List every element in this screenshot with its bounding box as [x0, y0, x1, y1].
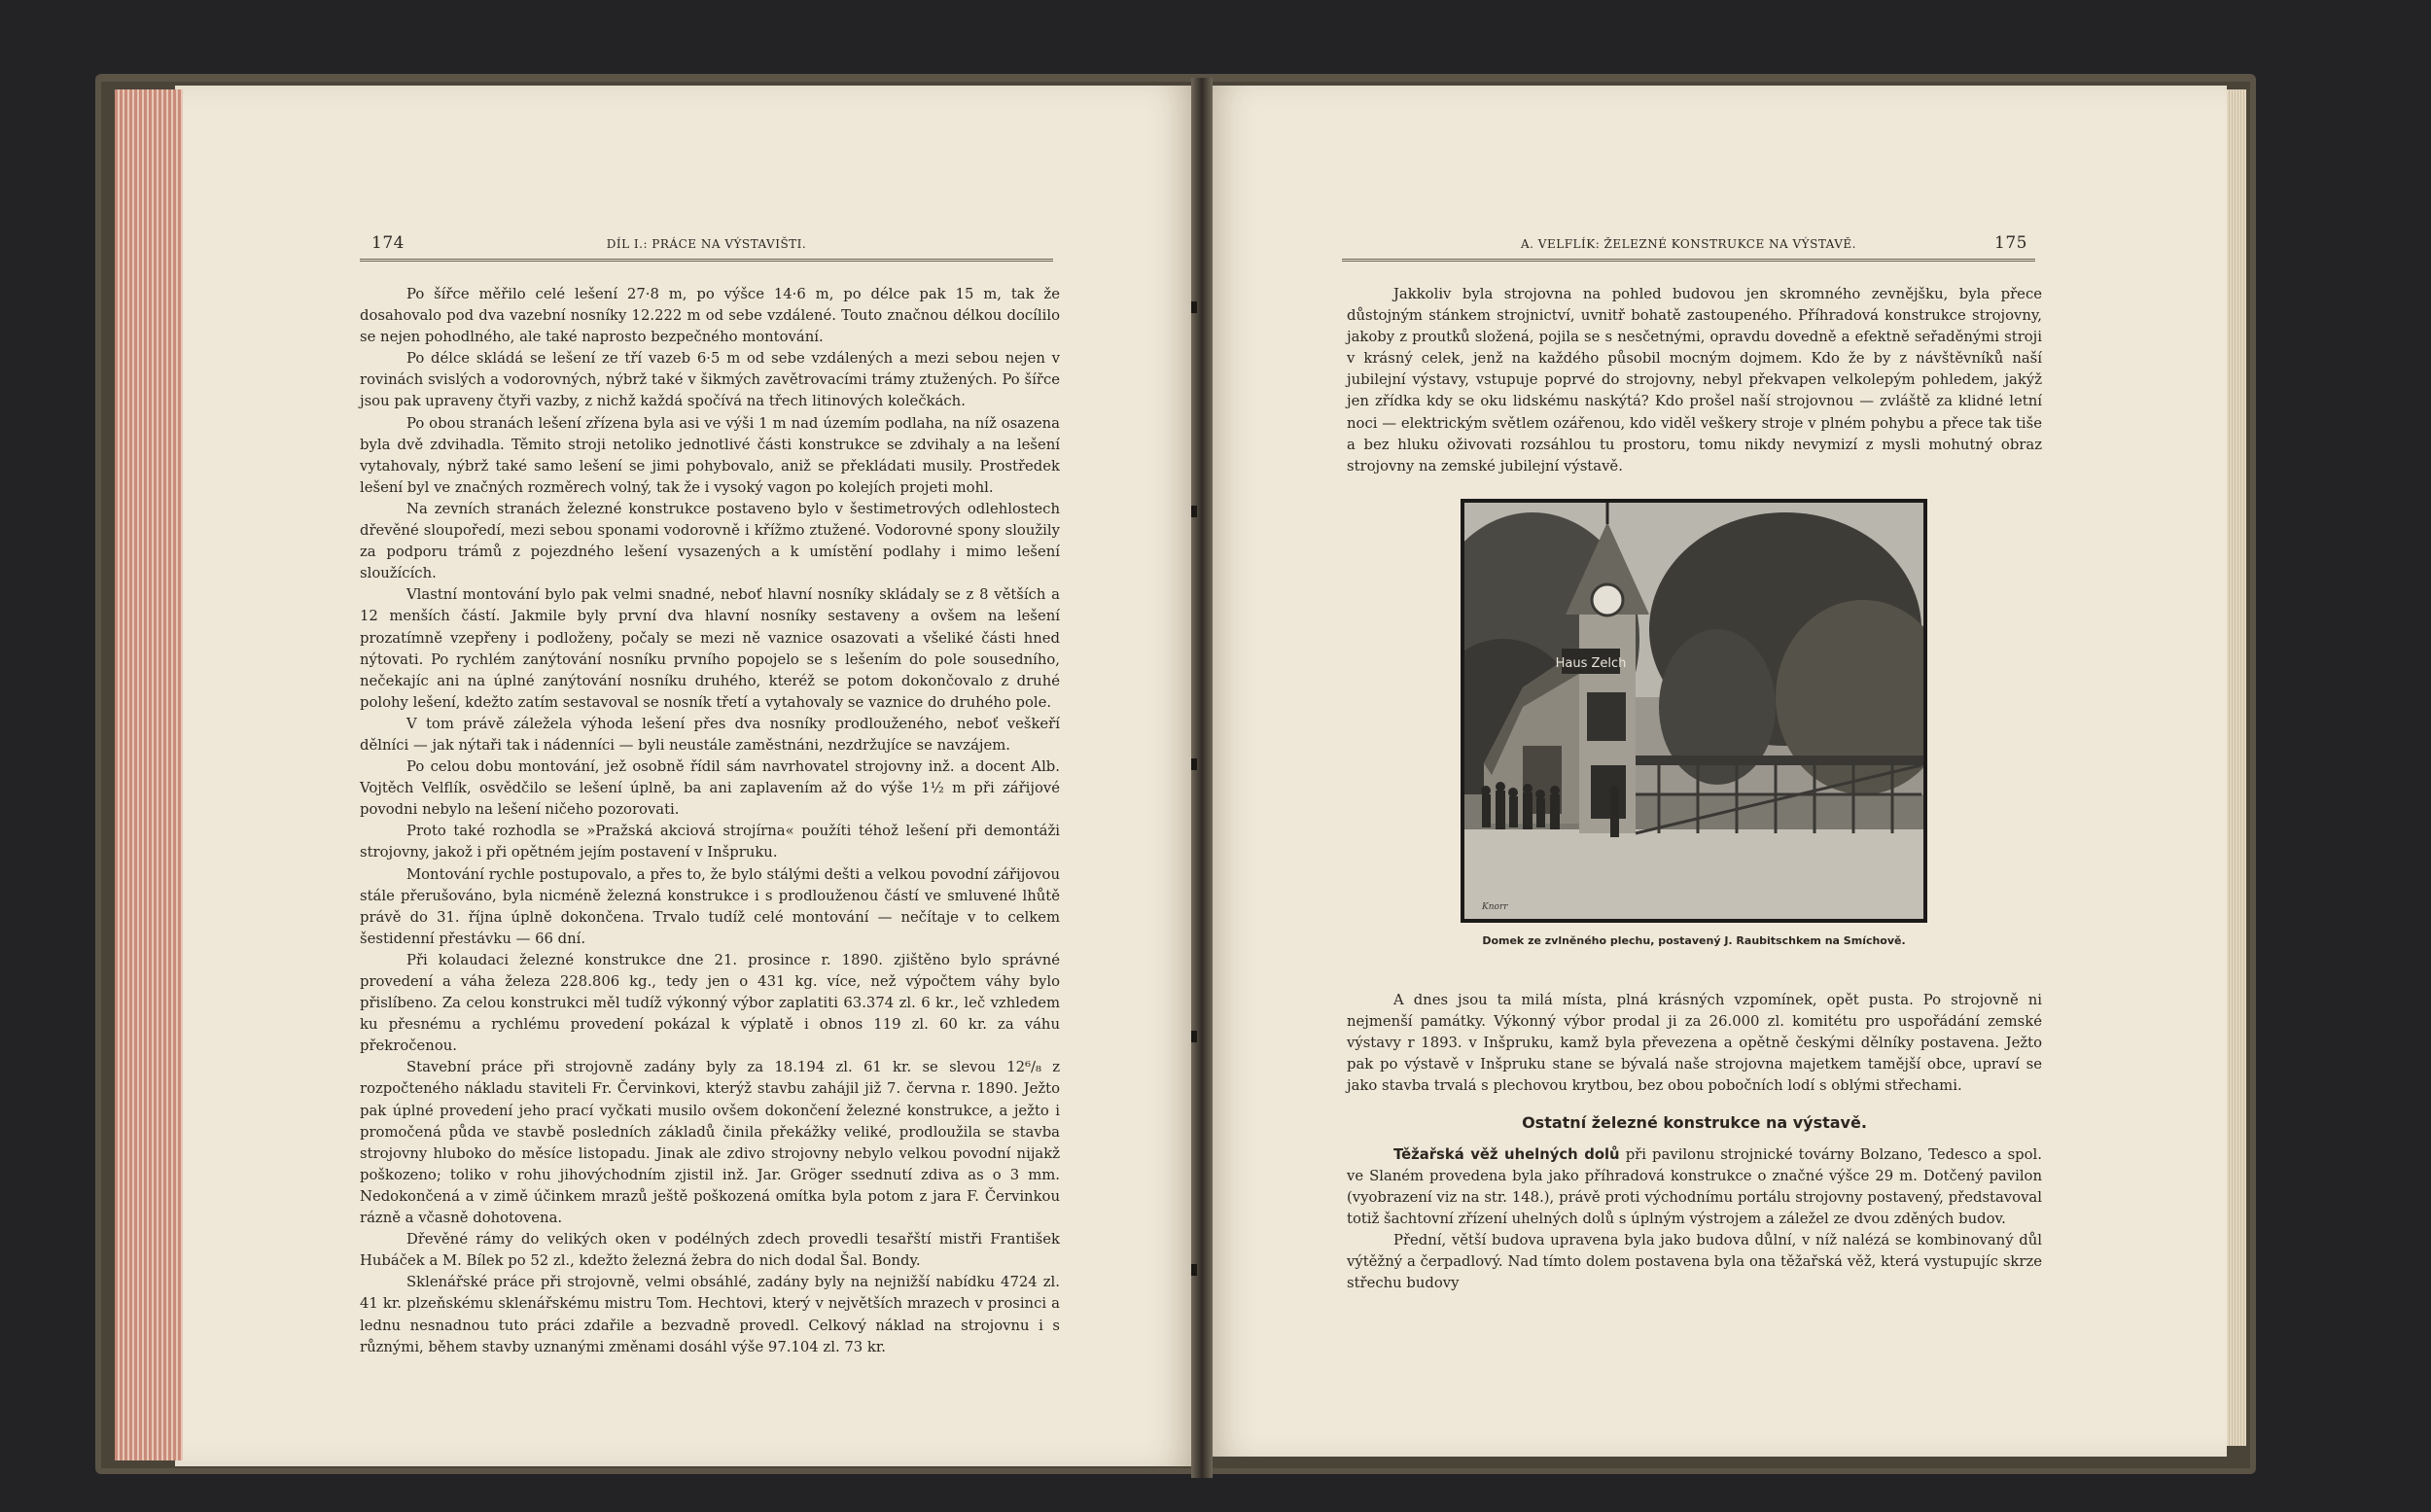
paragraph: Po obou stranách lešení zřízena byla asi ve výši 1 m nad územím podlaha, na níž osazena byla dvě zdvihadla. Těmito stroji netoliko jednotlivé části konstrukce se zdvihaly a na lešení vytahovaly, nýbrž také samo lešení se jimi pohybovalo, aniž se překládati musily. Prostředek lešení byl ve značných rozměrech volný, tak že i vysoký vagon po kolejích projeti mohl.: [360, 414, 1060, 496]
paragraph-body: při pavilonu strojnické továrny Bolzano, Tedesco a spol. ve Slaném provedena byla jako příhradová konstrukce o značné výšce 29 m. Dotčený pavilon (vyobrazení viz na str. 148.), právě proti východnímu portálu strojovny postavený, představoval totiž šachtovní zřízení uhelných dolů s úplným výstrojem a záležel ze dvou zděných budov.: [1347, 1145, 2042, 1227]
head-rule: [360, 259, 1053, 262]
paragraph: A dnes jsou ta milá místa, plná krásných vzpomínek, opět pusta. Po strojovně ni nejmenší památky. Výkonný výbor prodal ji za 26.000 zl. komitétu pro uspořádání zemské výstavy r 1893. v Inšpruku, kamž byla převezena a opětně českými dělníky postavena. Ježto pak po výstavě v Inšpruku stane se bývalá naše strojovna majetkem tamější obce, upraví se jako stavba trvalá s plechovou krytbou, bez obou pobočních lodí s oblými střechami.: [1347, 992, 2042, 1095]
paragraph: Na zevních stranách železné konstrukce postaveno bylo v šestimetrových odlehlostech dřevěné sloupoředí, mezi sebou sponami vodorovně i křížmo ztužené. Vodorovné spony sloužily za podporu trámů z pojezdného lešení vysazených a k umístění podlahy i mimo lešení sloužících.: [360, 500, 1060, 582]
running-head-title: DÍL I.: PRÁCE NA VÝSTAVIŠTI.: [606, 237, 807, 251]
paragraph: V tom právě záležela výhoda lešení přes dva nosníky prodlouženého, neboť veškeří dělníci — jak nýtaři tak i nádenníci — byli neustále zaměstnáni, nezdržujíce se navzájem.: [360, 715, 1060, 754]
section-lead: Těžařská věž uhelných dolů: [1393, 1145, 1620, 1163]
pavilion-sign: Haus Zelch: [1555, 656, 1627, 671]
paragraph: Sklenářské práce při strojovně, velmi obsáhlé, zadány byly na nejnižší nabídku 4724 zl. 41 kr. plzeňskému sklenářskému mistru Tom. Hechtovi, který v největších mrazech v prosinci a lednu nesnadnou tuto práci zdařile a bezvadně provedl. Celkový náklad na strojovnu i s různými, během stavby uznanými změnami dosáhl výše 97.104 zl. 73 kr.: [360, 1274, 1060, 1355]
binding-stitch: [1191, 1031, 1197, 1042]
binding-stitch: [1191, 758, 1197, 770]
paragraph: Vlastní montování bylo pak velmi snadné, neboť hlavní nosníky skládaly se z 8 větších a 12 menších částí. Jakmile byly první dva hlavní nosníky sestaveny a ovšem na lešení prozatímně vzepřeny i podloženy, počaly se mezi ně vaznice osazovati a všeliké části hned nýtovati. Po rychlém zanýtování nosníku prvního popojelo se s lešením do pole sousedního, nečekajíc ani na úplné zanýtování nosníku druhého, kteréž se potom dokončovalo z druhé polohy lešení, kdežto zatím sestavoval se nosník třetí a vytahovaly se vaznice do druhého pole.: [360, 586, 1060, 711]
pavilion-photo: [1464, 503, 1923, 919]
paragraph: Po délce skládá se lešení ze tří vazeb 6·5 m od sebe vzdálených a mezi sebou nejen v rovinách svislých a vodorovných, nýbrž také v šikmých zavětrovacími trámy ztužených. Po šířce jsou pak upraveny čtyři vazby, z nichž každá spočívá na třech litinových kolečkách.: [360, 350, 1060, 410]
paragraph: Montování rychle postupovalo, a přes to, že bylo stálými dešti a velkou povodní zářijovou stále přerušováno, byla nicméně železná konstrukce i s prodlouženou částí ve smluvené lhůtě právě do 31. října úplně dokončena. Trvalo tudíž celé montování — nečítaje v to celkem šestidenní přestávku — 66 dní.: [360, 865, 1060, 947]
page-number: 175: [1994, 233, 2027, 253]
binding-stitch: [1191, 506, 1197, 517]
paragraph: Po celou dobu montování, jež osobně řídil sám navrhovatel strojovny inž. a docent Alb. Vojtěch Velflík, osvědčilo se lešení úplně, ba ani zaplavením až do výše 1½ m při zářijové povodni nebylo na lešení ničeho pozorovati.: [360, 758, 1060, 819]
left-running-head: [360, 233, 1053, 257]
section-heading: Ostatní železné konstrukce na výstavě.: [1522, 1113, 1867, 1133]
left-text-column: [360, 284, 1060, 1358]
page-number: 174: [371, 233, 405, 253]
page-stack-left: [115, 89, 183, 1460]
binding-stitch: [1191, 1264, 1197, 1276]
paragraph: [1347, 1144, 2042, 1230]
photo-caption: Domek ze zvlněného plechu, postavený J. Raubitschkem na Smíchově.: [1482, 934, 1906, 947]
binding-stitch: [1191, 301, 1197, 313]
photograph: [1464, 503, 1923, 919]
page-stack-right: [2227, 89, 2246, 1446]
paragraph: Dřevěné rámy do velikých oken v podélných zdech provedli tesařští mistři František Hubáček a M. Bílek po 52 zl., kdežto železná žebra do nich dodal Šal. Bondy.: [360, 1231, 1060, 1270]
right-running-head: [1342, 233, 2035, 257]
photo-signature: Knorr: [1482, 902, 1508, 912]
running-head-title: A. VELFLÍK: ŽELEZNÉ KONSTRUKCE NA VÝSTAVĚ.: [1521, 237, 1856, 251]
paragraph: Při kolaudaci železné konstrukce dne 21. prosince r. 1890. zjištěno bylo správné provedení a váha železa 228.806 kg., tedy jen o 431 kg. více, než výpočtem váhy bylo přislíbeno. Za celou konstrukci měl tudíž výkonný výbor zaplatiti 63.374 zl. 6 kr., leč vzhledem ku přesnému a rychlému provedení pokázal k výplatě i obnos 119 zl. 60 kr. za váhu překročenou.: [360, 951, 1060, 1055]
head-rule: [1342, 259, 2035, 262]
paragraph: Proto také rozhodla se »Pražská akciová strojírna« použíti téhož lešení při demontáži strojovny, jakož i při opětném jejím postavení v Inšpruku.: [360, 823, 1060, 861]
right-text-bottom: [1347, 990, 2042, 1294]
paragraph: Jakkoliv byla strojovna na pohled budovou jen skromného zevnějšku, byla přece důstojným stánkem strojnictví, uvnitř bohatě zastoupeného. Příhradová konstrukce strojovny, jakoby z proutků složená, pojila se s nesčetnými, opravdu dovedně a efektně seřaděnými stroji v krásný celek, jenž na každého působil mocným dojmem. Kdo že by z návštěvníků naší jubilejní výstavy, vstupuje poprvé do strojovny, nebyl překvapen velkolepým pohledem, jakýž jen zřídka kdy se oku lidskému naskýtá? Kdo prošel naší strojovnou — zvláště za klidné letní noci — elektrickým světlem ozářenou, kdo viděl veškery stroje v plném pohybu a přece tak tiše a bez hluku oživovati rozsáhlou tu prostoru, tomu nikdy nevymizí z mysli mohutný obraz strojovny na zemské jubilejní výstavě.: [1347, 286, 2042, 475]
paragraph: Přední, větší budova upravena byla jako budova důlní, v níž nalézá se kombinovaný důl výtěžný a čerpadlový. Nad tímto dolem postavena byla ona těžařská věž, která vystupujíc skrze střechu budovy: [1347, 1231, 2042, 1292]
right-text-top: [1347, 284, 2042, 477]
paragraph: Stavební práce při strojovně zadány byly za 18.194 zl. 61 kr. se slevou 12⁶/₈ z rozpočteného nákladu staviteli Fr. Červinkovi, kterýž stavbu zahájil již 7. června r. 1890. Ježto pak úplné provedení jeho prací vyčkati musilo ovšem dokončení železné konstrukce, a ježto i promočená půda ve stavbě posledních základů činila překážky veliké, prodloužila se stavba strojovny hluboko do měsíce listopadu. Jinak ale zdivo strojovny nebylo velkou povodní nijakž poškozeno; toliko v rohu jihovýchodním zjistil inž. Jar. Gröger ssednutí zdiva as o 3 mm. Nedokončená a v zimě účinkem mrazů ještě poškozená omítka byla potom z jara F. Červinkou rázně a včasně dohotovena.: [360, 1059, 1060, 1227]
paragraph: Po šířce měřilo celé lešení 27·8 m, po výšce 14·6 m, po délce pak 15 m, tak že dosahovalo pod dva vazební nosníky 12.222 m od sebe vzdálené. Touto značnou délkou docílilo se nejen pohodlného, ale také naprosto bezpečného montování.: [360, 286, 1060, 346]
